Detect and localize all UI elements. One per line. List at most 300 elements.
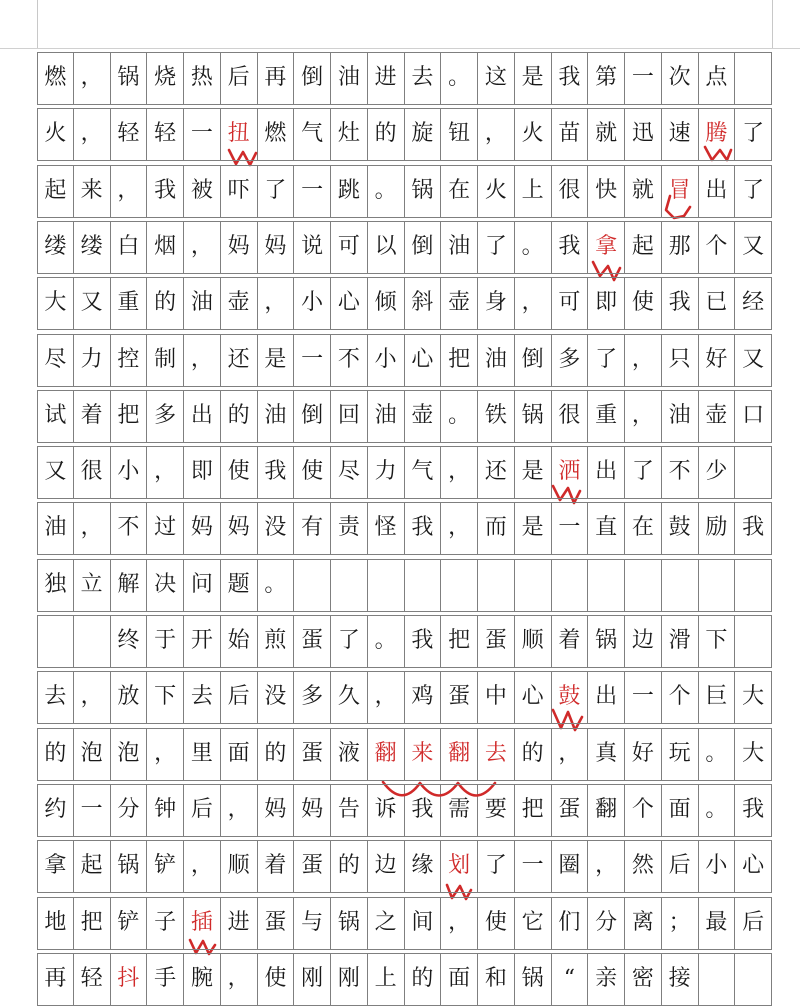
grid-cell: 进 — [221, 897, 258, 949]
grid-cell: 下 — [147, 671, 184, 723]
grid-cell: 久 — [331, 671, 368, 723]
grid-cell: 泡 — [74, 728, 111, 780]
row-separator-line — [37, 502, 772, 503]
grid-row — [37, 502, 772, 554]
grid-cell: 鼓 — [552, 671, 589, 723]
grid-cell — [735, 559, 772, 611]
grid-cell: 和 — [478, 953, 515, 1005]
grid-cell: 我 — [735, 784, 772, 836]
row-separator-line — [37, 52, 772, 53]
grid-cell: 刚 — [331, 953, 368, 1005]
grid-cell — [405, 559, 442, 611]
grid-cell: 小 — [294, 277, 331, 329]
grid-cell: 腕 — [184, 953, 221, 1005]
grid-row — [37, 390, 772, 442]
page-margin-right-line — [772, 0, 773, 48]
grid-cell: 滑 — [662, 615, 699, 667]
grid-cell: 去 — [405, 52, 442, 104]
grid-cell — [552, 559, 589, 611]
grid-cell: 于 — [147, 615, 184, 667]
grid-cell: 妈 — [294, 784, 331, 836]
row-separator-line — [37, 611, 772, 612]
row-separator-line — [37, 784, 772, 785]
row-separator-line — [37, 840, 772, 841]
grid-cell: 手 — [147, 953, 184, 1005]
grid-cell — [625, 559, 662, 611]
grid-cell: 扭 — [221, 108, 258, 160]
grid-cell: 立 — [74, 559, 111, 611]
grid-cell: 气 — [294, 108, 331, 160]
grid-cell: ， — [74, 52, 111, 104]
grid-cell: 与 — [294, 897, 331, 949]
grid-cell: 使 — [221, 446, 258, 498]
grid-cell: 来 — [74, 165, 111, 217]
grid-cell: 锅 — [111, 840, 148, 892]
grid-cell: 着 — [258, 840, 295, 892]
grid-cell: ， — [588, 840, 625, 892]
grid-cell: 要 — [478, 784, 515, 836]
grid-cell: 妈 — [258, 784, 295, 836]
grid-cell: 一 — [294, 334, 331, 386]
grid-cell: 把 — [74, 897, 111, 949]
grid-cell: 我 — [405, 784, 442, 836]
grid-cell: 我 — [405, 502, 442, 554]
grid-cell: 密 — [625, 953, 662, 1005]
grid-cell: 缘 — [405, 840, 442, 892]
grid-row — [37, 108, 772, 160]
grid-cell — [441, 559, 478, 611]
grid-cell: 我 — [552, 52, 589, 104]
grid-cell: 起 — [37, 165, 74, 217]
grid-cell: 第 — [588, 52, 625, 104]
grid-cell: 灶 — [331, 108, 368, 160]
grid-cell: 翻 — [368, 728, 405, 780]
grid-cell: 个 — [662, 671, 699, 723]
grid-cell: 斜 — [405, 277, 442, 329]
grid-cell: 热 — [184, 52, 221, 104]
grid-row — [37, 52, 772, 104]
grid-cell — [331, 559, 368, 611]
row-separator-line — [37, 897, 772, 898]
grid-cell: 锅 — [405, 165, 442, 217]
grid-cell: 在 — [625, 502, 662, 554]
grid-cell: 我 — [662, 277, 699, 329]
grid-cell: 烧 — [147, 52, 184, 104]
row-separator-line — [37, 953, 772, 954]
grid-cell: 又 — [37, 446, 74, 498]
grid-cell: 大 — [37, 277, 74, 329]
grid-cell: 出 — [588, 446, 625, 498]
grid-cell: 一 — [625, 52, 662, 104]
grid-cell: 解 — [111, 559, 148, 611]
grid-cell: 倒 — [515, 334, 552, 386]
grid-cell: 回 — [331, 390, 368, 442]
grid-cell: 。 — [699, 728, 736, 780]
grid-cell: 的 — [258, 728, 295, 780]
grid-cell: 了 — [478, 840, 515, 892]
grid-cell: ， — [74, 502, 111, 554]
grid-cell: 多 — [147, 390, 184, 442]
grid-cell: 油 — [331, 52, 368, 104]
grid-cell: 是 — [515, 52, 552, 104]
grid-cell: 燃 — [37, 52, 74, 104]
grid-cell: 出 — [588, 671, 625, 723]
grid-cell: 很 — [74, 446, 111, 498]
grid-cell: 轻 — [74, 953, 111, 1005]
grid-cell: 我 — [405, 615, 442, 667]
grid-cell: 的 — [368, 108, 405, 160]
grid-cell: ， — [478, 108, 515, 160]
grid-cell: 一 — [74, 784, 111, 836]
grid-cell: 倒 — [294, 390, 331, 442]
grid-cell: 我 — [258, 446, 295, 498]
grid-cell: 。 — [368, 165, 405, 217]
grid-cell: 最 — [699, 897, 736, 949]
grid-cell — [735, 446, 772, 498]
grid-cell: 油 — [37, 502, 74, 554]
grid-cell: 抖 — [111, 953, 148, 1005]
grid-cell: 心 — [735, 840, 772, 892]
grid-cell: ， — [625, 390, 662, 442]
grid-cell: 火 — [37, 108, 74, 160]
grid-cell: 很 — [552, 165, 589, 217]
grid-cell: 插 — [184, 897, 221, 949]
grid-cell: 铲 — [111, 897, 148, 949]
grid-cell: 心 — [331, 277, 368, 329]
grid-cell: 蛋 — [294, 728, 331, 780]
row-separator-line — [37, 104, 772, 105]
row-separator-line — [37, 892, 772, 893]
grid-cell: 去 — [37, 671, 74, 723]
grid-cell: 就 — [588, 108, 625, 160]
grid-cell: 然 — [625, 840, 662, 892]
grid-cell: 了 — [258, 165, 295, 217]
grid-cell: 终 — [111, 615, 148, 667]
grid-cell: 火 — [515, 108, 552, 160]
grid-cell: 后 — [221, 52, 258, 104]
grid-cell: 过 — [147, 502, 184, 554]
grid-cell: 力 — [74, 334, 111, 386]
grid-cell: 一 — [515, 840, 552, 892]
grid-row — [37, 728, 772, 780]
grid-cell: 我 — [147, 165, 184, 217]
grid-cell: ， — [441, 897, 478, 949]
grid-cell: 分 — [588, 897, 625, 949]
grid-cell — [735, 615, 772, 667]
grid-cell: 上 — [368, 953, 405, 1005]
grid-row — [37, 784, 772, 836]
row-separator-line — [37, 334, 772, 335]
grid-cell: 使 — [625, 277, 662, 329]
grid-cell: 诉 — [368, 784, 405, 836]
grid-cell: 的 — [147, 277, 184, 329]
grid-cell: 边 — [368, 840, 405, 892]
grid-cell: 后 — [735, 897, 772, 949]
grid-cell: 次 — [662, 52, 699, 104]
grid-cell: 锅 — [588, 615, 625, 667]
grid-cell: 面 — [441, 953, 478, 1005]
page-margin-left-line — [37, 0, 38, 48]
grid-cell: 口 — [735, 390, 772, 442]
grid-cell: 又 — [735, 334, 772, 386]
grid-cell: 又 — [74, 277, 111, 329]
grid-cell: 尽 — [331, 446, 368, 498]
grid-cell: 着 — [74, 390, 111, 442]
grid-cell: 缕 — [37, 221, 74, 273]
grid-cell: 一 — [294, 165, 331, 217]
grid-cell: 重 — [111, 277, 148, 329]
grid-cell: 还 — [478, 446, 515, 498]
grid-cell: 玩 — [662, 728, 699, 780]
grid-cell: 力 — [368, 446, 405, 498]
grid-cell: 一 — [552, 502, 589, 554]
grid-cell: 点 — [699, 52, 736, 104]
grid-cell: 苗 — [552, 108, 589, 160]
row-separator-line — [37, 836, 772, 837]
grid-cell: 心 — [515, 671, 552, 723]
grid-cell: 已 — [699, 277, 736, 329]
grid-cell: 是 — [515, 446, 552, 498]
grid-cell: ， — [258, 277, 295, 329]
grid-cell — [37, 615, 74, 667]
grid-cell: 洒 — [552, 446, 589, 498]
grid-cell: 壶 — [221, 277, 258, 329]
grid-cell: 钮 — [441, 108, 478, 160]
grid-cell: 个 — [625, 784, 662, 836]
row-separator-line — [37, 723, 772, 724]
grid-cell: 很 — [552, 390, 589, 442]
grid-cell: 妈 — [184, 502, 221, 554]
row-separator-line — [37, 667, 772, 668]
grid-cell: 速 — [662, 108, 699, 160]
grid-row — [37, 840, 772, 892]
grid-cell: 烟 — [147, 221, 184, 273]
grid-cell: 出 — [699, 165, 736, 217]
grid-row — [37, 221, 772, 273]
grid-cell: 下 — [699, 615, 736, 667]
grid-cell: 题 — [221, 559, 258, 611]
grid-cell: ， — [368, 671, 405, 723]
grid-cell: ， — [441, 446, 478, 498]
grid-cell: 。 — [441, 390, 478, 442]
grid-cell: 不 — [331, 334, 368, 386]
grid-cell: 个 — [699, 221, 736, 273]
grid-cell: ， — [221, 953, 258, 1005]
grid-cell: 一 — [184, 108, 221, 160]
grid-cell: 好 — [625, 728, 662, 780]
grid-cell: ， — [441, 502, 478, 554]
grid-cell: 即 — [184, 446, 221, 498]
grid-cell: 翻 — [588, 784, 625, 836]
grid-cell: 跳 — [331, 165, 368, 217]
grid-cell: 之 — [368, 897, 405, 949]
grid-cell: 蛋 — [294, 840, 331, 892]
grid-cell: 起 — [74, 840, 111, 892]
grid-cell: 油 — [478, 334, 515, 386]
grid-row — [37, 671, 772, 723]
grid-cell: 壶 — [699, 390, 736, 442]
grid-cell: 后 — [221, 671, 258, 723]
grid-cell: 刚 — [294, 953, 331, 1005]
grid-cell: 告 — [331, 784, 368, 836]
grid-cell: 没 — [258, 502, 295, 554]
grid-cell: 还 — [221, 334, 258, 386]
grid-cell: 进 — [368, 52, 405, 104]
grid-cell: 的 — [515, 728, 552, 780]
grid-cell: 油 — [368, 390, 405, 442]
grid-cell: 的 — [405, 953, 442, 1005]
grid-cell: 多 — [294, 671, 331, 723]
row-separator-line — [37, 780, 772, 781]
grid-cell: 独 — [37, 559, 74, 611]
row-separator-line — [37, 442, 772, 443]
grid-cell: 翻 — [441, 728, 478, 780]
grid-cell: 火 — [478, 165, 515, 217]
grid-cell: 妈 — [258, 221, 295, 273]
grid-cell: 怪 — [368, 502, 405, 554]
grid-cell: 一 — [625, 671, 662, 723]
grid-cell: 大 — [735, 671, 772, 723]
grid-cell: 这 — [478, 52, 515, 104]
grid-cell: 圈 — [552, 840, 589, 892]
grid-cell: 后 — [662, 840, 699, 892]
grid-cell: 的 — [221, 390, 258, 442]
grid-cell: 出 — [184, 390, 221, 442]
grid-cell: 了 — [331, 615, 368, 667]
row-separator-line — [37, 277, 772, 278]
grid-cell: 说 — [294, 221, 331, 273]
grid-cell: 亲 — [588, 953, 625, 1005]
grid-cell: 去 — [184, 671, 221, 723]
grid-cell: 就 — [625, 165, 662, 217]
row-separator-line — [37, 446, 772, 447]
grid-cell: 使 — [258, 953, 295, 1005]
grid-cell: 放 — [111, 671, 148, 723]
grid-cell: 油 — [184, 277, 221, 329]
grid-cell: 直 — [588, 502, 625, 554]
grid-cell: 再 — [258, 52, 295, 104]
grid-cell: ， — [147, 728, 184, 780]
row-separator-line — [37, 108, 772, 109]
grid-cell: 迅 — [625, 108, 662, 160]
grid-cell: 又 — [735, 221, 772, 273]
grid-cell: 我 — [735, 502, 772, 554]
grid-cell: 钟 — [147, 784, 184, 836]
grid-cell: 气 — [405, 446, 442, 498]
grid-cell: 轻 — [111, 108, 148, 160]
page-top-border — [0, 48, 800, 49]
grid-cell: 把 — [441, 334, 478, 386]
grid-cell: 大 — [735, 728, 772, 780]
grid-cell: 腾 — [699, 108, 736, 160]
grid-cell: ， — [625, 334, 662, 386]
grid-cell: 不 — [111, 502, 148, 554]
grid-cell: 把 — [111, 390, 148, 442]
grid-cell: 身 — [478, 277, 515, 329]
grid-cell: 少 — [699, 446, 736, 498]
grid-cell — [515, 559, 552, 611]
grid-cell: 分 — [111, 784, 148, 836]
grid-cell: 真 — [588, 728, 625, 780]
grid-cell: 。 — [441, 52, 478, 104]
grid-cell: 。 — [258, 559, 295, 611]
grid-cell: 缕 — [74, 221, 111, 273]
grid-cell: 不 — [662, 446, 699, 498]
row-separator-line — [37, 390, 772, 391]
grid-cell: 锅 — [111, 52, 148, 104]
grid-cell: 蛋 — [294, 615, 331, 667]
grid-cell: ， — [552, 728, 589, 780]
grid-cell: 拿 — [37, 840, 74, 892]
grid-cell: 而 — [478, 502, 515, 554]
grid-cell: 控 — [111, 334, 148, 386]
grid-cell: ； — [662, 897, 699, 949]
grid-cell: 间 — [405, 897, 442, 949]
grid-cell: 好 — [699, 334, 736, 386]
grid-cell — [662, 559, 699, 611]
grid-cell: 倒 — [294, 52, 331, 104]
grid-cell: 我 — [552, 221, 589, 273]
grid-cell: 需 — [441, 784, 478, 836]
grid-cell: 尽 — [37, 334, 74, 386]
grid-cell: ， — [184, 221, 221, 273]
row-separator-line — [37, 671, 772, 672]
grid-cell: 小 — [368, 334, 405, 386]
grid-row — [37, 446, 772, 498]
grid-cell: 多 — [552, 334, 589, 386]
grid-cell: 油 — [662, 390, 699, 442]
grid-cell: 燃 — [258, 108, 295, 160]
row-separator-line — [37, 559, 772, 560]
grid-cell: 子 — [147, 897, 184, 949]
grid-cell: 了 — [735, 108, 772, 160]
grid-cell: 冒 — [662, 165, 699, 217]
grid-cell: ， — [221, 784, 258, 836]
grid-cell: 吓 — [221, 165, 258, 217]
grid-cell: 重 — [588, 390, 625, 442]
grid-cell: ， — [184, 334, 221, 386]
grid-cell — [294, 559, 331, 611]
grid-cell: 接 — [662, 953, 699, 1005]
grid-cell: 妈 — [221, 502, 258, 554]
grid-cell: 了 — [478, 221, 515, 273]
grid-cell: 经 — [735, 277, 772, 329]
grid-cell: 把 — [515, 784, 552, 836]
row-separator-line — [37, 949, 772, 950]
grid-cell: 液 — [331, 728, 368, 780]
grid-cell: 倒 — [405, 221, 442, 273]
grid-cell: 壶 — [441, 277, 478, 329]
grid-cell: 划 — [441, 840, 478, 892]
grid-cell: 油 — [258, 390, 295, 442]
grid-cell: 壶 — [405, 390, 442, 442]
grid-cell: 鼓 — [662, 502, 699, 554]
row-separator-line — [37, 615, 772, 616]
grid-cell: 蛋 — [441, 671, 478, 723]
grid-cell: 即 — [588, 277, 625, 329]
grid-cell: 可 — [331, 221, 368, 273]
grid-cell: 那 — [662, 221, 699, 273]
grid-cell: 起 — [625, 221, 662, 273]
grid-cell: 快 — [588, 165, 625, 217]
grid-cell: 白 — [111, 221, 148, 273]
grid-cell: 面 — [221, 728, 258, 780]
grid-cell: 旋 — [405, 108, 442, 160]
grid-cell: 了 — [588, 334, 625, 386]
grid-cell: 泡 — [111, 728, 148, 780]
grid-cell: ， — [515, 277, 552, 329]
grid-cell: 是 — [515, 502, 552, 554]
